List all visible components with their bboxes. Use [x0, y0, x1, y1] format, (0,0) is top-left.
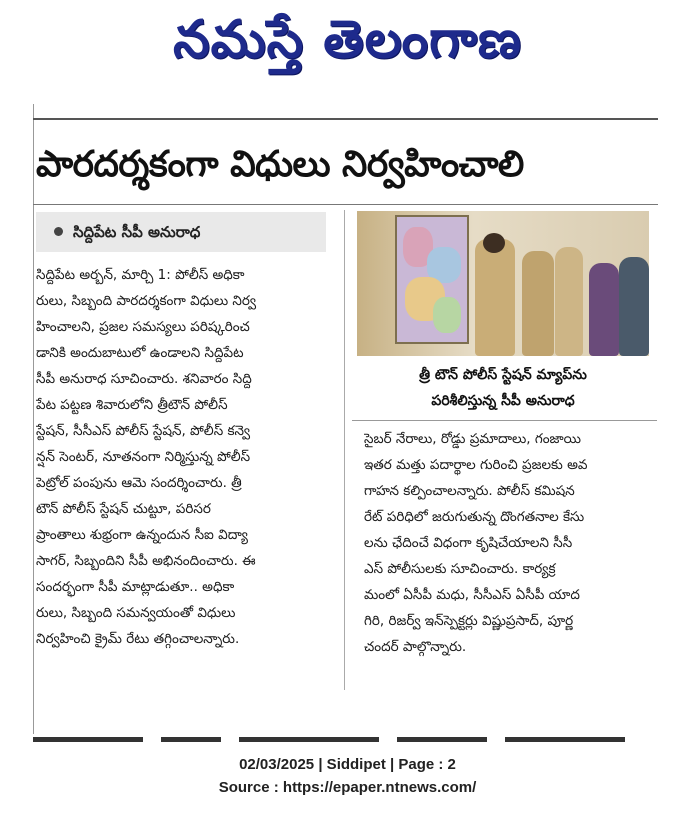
body-line: పేట పట్టణ శివారులోని త్రీటౌన్‌ పోలీస్‌ [36, 397, 228, 413]
body-line: హించాలని, ప్రజల సమస్యలు పరిష్కరించ [36, 319, 250, 335]
page-frame-line [33, 104, 34, 734]
body-line: న్షన్‌ సెంటర్‌, నూతనంగా నిర్మిస్తున్న పోలీస్‌ [36, 449, 251, 465]
news-photo [357, 211, 649, 356]
photo-caption [357, 362, 649, 414]
body-line: లను ఛేదించే విధంగా కృషిచేయాలని సీసీ [364, 535, 573, 551]
body-line: రులు, సిబ్బంది సమన్వయంతో విధులు [36, 605, 236, 621]
byline-box [36, 212, 326, 252]
body-line: స్టేషన్‌, సీసీఎస్‌ పోలీస్‌ స్టేషన్‌, పోలీస్‌ కన్వె [36, 423, 251, 439]
top-rule [33, 118, 658, 120]
body-line: పెట్రోల్‌ పంపును ఆమె సందర్శించారు. త్రీ [36, 475, 242, 491]
station-map [395, 215, 469, 344]
body-line: ఎస్‌ పోలీసులకు సూచించారు. కార్యక్ర [364, 561, 556, 577]
bullet-icon [54, 227, 63, 236]
body-line: నిర్వహించి క్రైమ్‌ రేటు తగ్గించాలన్నారు. [36, 631, 240, 647]
headline-rule [33, 204, 658, 205]
body-line: సైబర్‌ నేరాలు, రోడ్డు ప్రమాదాలు, గంజాయి [364, 431, 582, 447]
body-line: సీపీ అనురాధ సూచించారు. శనివారం సిద్ది [36, 371, 252, 387]
next-article-strip [33, 728, 658, 742]
caption-line: త్రీ టౌన్‌ పోలీస్‌ స్టేషన్‌ మ్యాప్‌ను [419, 367, 587, 383]
article-column-right [364, 426, 656, 660]
caption-line: పరిశీలిస్తున్న సీపీ అనురాధ [431, 393, 575, 409]
body-line: టౌన్‌ పోలీస్‌ స్టేషన్‌ చుట్టూ, పరిసర [36, 501, 211, 517]
article-headline: పారదర్శకంగా విధులు నిర్వహించాలి [36, 144, 524, 185]
body-line: ప్రాంతాలు శుభ్రంగా ఉన్నందున సీఐ విద్యా [36, 527, 248, 543]
body-line: గిరి, రిజర్వ్‌ ఇన్‌స్పెక్టర్లు విష్ణుప్రసాద్‌, పూర్ణ [364, 613, 574, 629]
body-line: రులు, సిబ్బంది పారదర్శకంగా విధులు నిర్వ [36, 293, 257, 309]
body-line: గాహన కల్పించాలన్నారు. పోలీస్‌ కమిషన [364, 483, 575, 499]
body-line: సిద్దిపేట అర్బన్‌, మార్చి 1: పోలీస్‌ అధికా [36, 267, 245, 283]
body-line: సాగర్‌, సిబ్బందిని సీపీ అభినందించారు. ఈ [36, 553, 256, 569]
dateline: 02/03/2025 | Siddipet | Page : 2 [239, 756, 456, 773]
caption-rule [352, 420, 657, 421]
body-line: డానికి అందుబాటులో ఉండాలని సిద్దిపేట [36, 345, 244, 361]
byline-text: సిద్దిపేట సీపీ అనురాధ [73, 223, 201, 241]
source-line: Source : https://epaper.ntnews.com/ [218, 779, 477, 796]
body-line: రేట్‌ పరిధిలో జరుగుతున్న దొంగతనాల కేసు [364, 509, 585, 525]
body-line: ఇతర మత్తు పదార్థాల గురించి ప్రజలకు అవ [364, 457, 588, 473]
article-column-left [36, 262, 332, 652]
body-line: మంలో ఏసీపీ మధు, సీసీఎస్‌ ఏసీపీ యాద [364, 587, 580, 603]
body-line: సందర్భంగా సీపీ మాట్లాడుతూ.. అధికా [36, 579, 235, 595]
column-divider [344, 210, 345, 690]
masthead-logo: నమస్తే తెలంగాణ [173, 9, 522, 70]
body-line: చందర్‌ పాల్గొన్నారు. [364, 639, 467, 655]
